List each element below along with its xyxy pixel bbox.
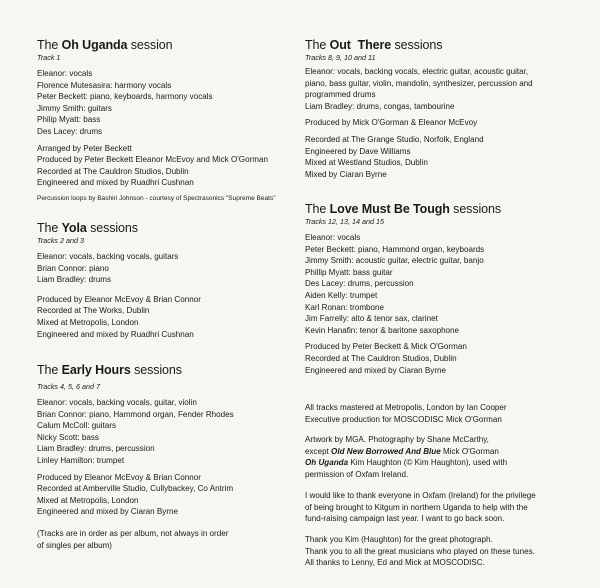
- credit-line: Recorded at The Grange Studio, Norfolk, England: [305, 133, 484, 144]
- out-there-section: [305, 38, 590, 180]
- oxfam-thanks: [305, 490, 590, 525]
- oh-uganda-section: [37, 38, 292, 203]
- credit-line: piano, bass guitar, violin, mandolin, synthesizer, percussion and: [305, 77, 533, 88]
- credit-line: Engineered and mixed by Ciaran Byrne: [305, 364, 447, 375]
- credit-line: Oh Uganda Kim Haughton (© Kim Haughton), used with: [305, 457, 508, 468]
- credit-line: Mixed at Metropolis, London: [37, 494, 139, 505]
- track-list: Tracks 8, 9, 10 and 11: [305, 53, 376, 62]
- credit-line: Nicky Scott: bass: [37, 431, 99, 442]
- final-thanks: [305, 534, 590, 569]
- credit-line: Karl Ronan: trombone: [305, 301, 385, 312]
- credit-line: Liam Bradley: drums, congas, tambourine: [305, 100, 455, 111]
- credit-line: Eleanor: vocals, backing vocals, guitars: [37, 251, 179, 261]
- credit-line: Liam Bradley: drums, percussion: [37, 443, 155, 454]
- credit-line: Des Lacey: drums: [37, 125, 103, 136]
- credit-line: Brian Connor: piano: [37, 262, 109, 273]
- credit-line: Jimmy Smith: guitars: [37, 102, 112, 113]
- track-list: Tracks 12, 13, 14 and 15: [305, 217, 384, 226]
- mastering-credits: [305, 402, 590, 425]
- credit-line: Engineered and mixed by Ruadhri Cushnan: [37, 177, 194, 188]
- section-title: The Early Hours sessions: [37, 363, 182, 377]
- track-list: Track 1: [37, 53, 61, 62]
- credit-line: Eleanor: vocals: [305, 232, 361, 242]
- credit-line: Recorded at Amberville Studio, Cullybackey, Co Antrim: [37, 483, 234, 494]
- credit-line: Eleanor: vocals, backing vocals, electric guitar, acoustic guitar,: [305, 66, 529, 76]
- credit-line: Peter Beckett: piano, keyboards, harmony vocals: [37, 91, 213, 102]
- credit-line: Peter Beckett: piano, Hammond organ, keyboards: [305, 243, 485, 254]
- credit-line: except Old New Borrowed And Blue Mick O'Gorman: [305, 445, 499, 456]
- credit-line: Produced by Peter Beckett & Mick O'Gorman: [305, 341, 467, 352]
- credit-line: Kevin Hanafin: tenor & baritone saxophone: [305, 324, 460, 335]
- credit-line: Jimmy Smith: acoustic guitar, electric guitar, banjo: [305, 255, 484, 266]
- credit-line: Linley Hamilton: trumpet: [37, 454, 125, 465]
- credit-line: Liam Bradley: drums: [37, 274, 112, 285]
- love-must-be-tough-section: [305, 202, 590, 376]
- track-list: Tracks 2 and 3: [37, 236, 85, 245]
- track-list: Tracks 4, 5, 6 and 7: [37, 382, 100, 391]
- credit-line: Eleanor: vocals: [37, 68, 93, 78]
- credit-line: Aiden Kelly: trumpet: [305, 289, 378, 300]
- credit-line: Recorded at The Cauldron Studios, Dublin: [305, 352, 457, 363]
- credit-line: Engineered and mixed by Ruadhri Cushnan: [37, 328, 194, 339]
- credit-line: Phillip Myatt: bass guitar: [305, 266, 393, 277]
- credit-line: Executive production for MOSCODISC Mick O'Gorman: [305, 413, 502, 424]
- section-title: The Love Must Be Tough sessions: [305, 202, 502, 216]
- yola-section: [37, 221, 292, 340]
- credit-line: Engineered and mixed by Ciaran Byrne: [37, 506, 179, 517]
- credit-line: Mixed at Westland Studios, Dublin: [305, 157, 428, 168]
- credit-line: Produced by Eleanor McEvoy & Brian Connor: [37, 293, 201, 304]
- credit-line: Philip Myatt: bass: [37, 114, 101, 125]
- section-title: The Oh Uganda session: [37, 38, 173, 52]
- credit-line: Artwork by MGA. Photography by Shane McCarthy,: [305, 434, 489, 444]
- credit-line: Brian Connor: piano, Hammond organ, Fender Rhodes: [37, 408, 234, 419]
- credit-line: Jim Farrelly: alto & tenor sax, clarinet: [305, 313, 438, 324]
- credit-line: Florence Mutesasira: harmony vocals: [37, 79, 172, 90]
- thanks-line: fund-raising campaign last year. I want to go back soon.: [305, 513, 505, 524]
- thanks-line: I would like to thank everyone in Oxfam (Ireland) for the privilege: [305, 490, 536, 500]
- credit-line: All tracks mastered at Metropolis, London by Ian Cooper: [305, 402, 507, 412]
- credit-line: Recorded at The Cauldron Studios, Dublin: [37, 165, 189, 176]
- credit-line: Produced by Mick O'Gorman & Eleanor McEvoy: [305, 117, 478, 128]
- footnote: Percussion loops by Bashiri Johnson - courtesy of Spectrasonics "Supreme Beats": [37, 194, 276, 202]
- artwork-credits: [305, 434, 590, 480]
- credit-line: Recorded at The Works, Dublin: [37, 305, 150, 316]
- credit-line: Calum McColl: guitars: [37, 420, 117, 431]
- early-hours-section: [37, 363, 292, 551]
- order-note: (Tracks are in order as per album, not always in order: [37, 527, 229, 538]
- credit-line: programmed drums: [305, 89, 376, 100]
- credit-line: permission of Oxfam Ireland.: [305, 468, 409, 479]
- order-note: of singles per album): [37, 539, 112, 550]
- credit-line: Produced by Peter Beckett Eleanor McEvoy and Mick O'Gorman: [37, 154, 268, 165]
- credit-line: Des Lacey: drums, percussion: [305, 278, 414, 289]
- credit-line: Arranged by Peter Beckett: [37, 142, 132, 153]
- credit-line: Mixed by Ciaran Byrne: [305, 168, 387, 179]
- credit-line: Produced by Eleanor McEvoy & Brian Connor: [37, 471, 201, 482]
- thanks-line: Thank you Kim (Haughton) for the great photograph.: [305, 534, 493, 544]
- credit-line: Engineered by Dave Williams: [305, 145, 411, 156]
- section-title: The Yola sessions: [37, 221, 138, 235]
- thanks-line: All thanks to Lenny, Ed and Mick at MOSCODISC.: [305, 557, 485, 568]
- thanks-line: of being brought to Kitgum in northern Uganda to help with the: [305, 501, 528, 512]
- credit-line: Eleanor: vocals, backing vocals, guitar, violin: [37, 397, 197, 407]
- credit-line: Mixed at Metropolis, London: [37, 316, 139, 327]
- thanks-line: Thank you to all the great musicians who played on these tunes.: [305, 545, 535, 556]
- section-title: The Out There sessions: [305, 38, 443, 52]
